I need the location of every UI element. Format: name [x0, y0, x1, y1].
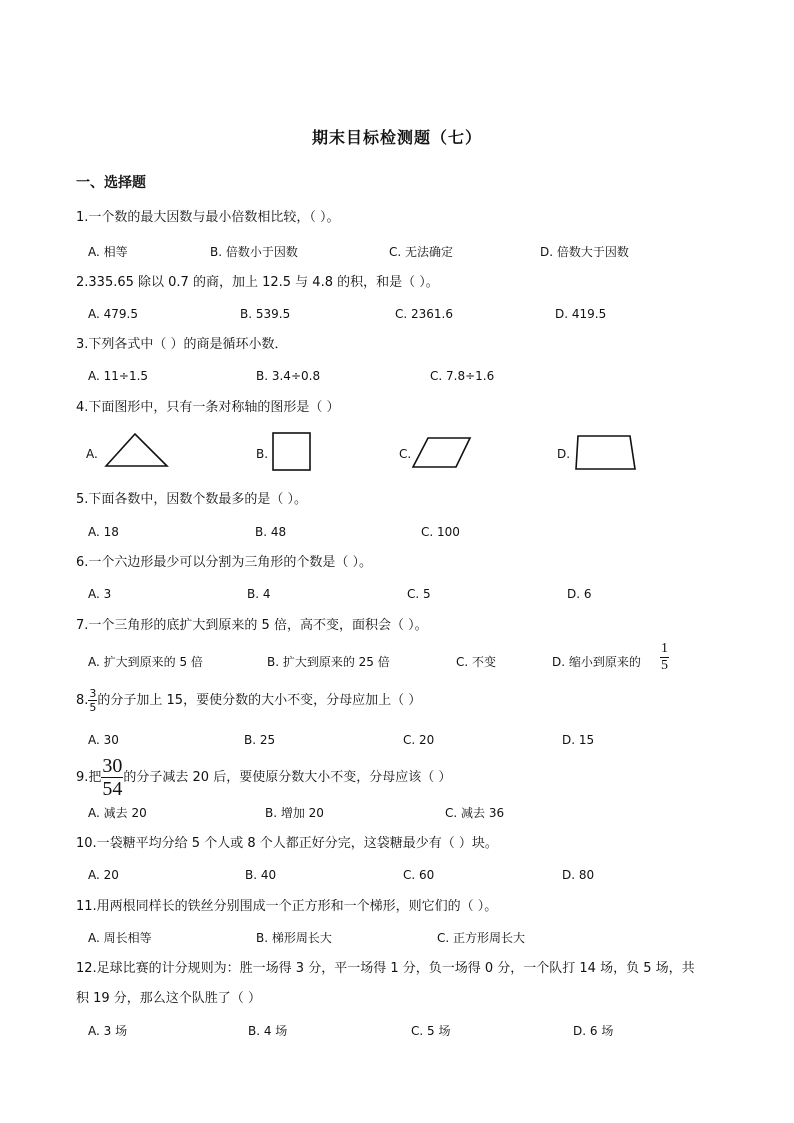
- square-icon: [272, 432, 312, 472]
- q8-option-c[interactable]: C. 20: [403, 733, 435, 747]
- fraction-denominator: 5: [89, 701, 97, 714]
- q4-option-b[interactable]: B.: [256, 447, 269, 461]
- page-title: 期末目标检测题（七）: [311, 128, 482, 147]
- fraction-numerator: 1: [661, 641, 668, 656]
- q7-option-d-fraction: [660, 642, 669, 673]
- trapezoid-icon: [575, 435, 637, 471]
- question-9: [76, 756, 451, 799]
- question-5: 5.下面各数中，因数个数最多的是（ ）。: [76, 492, 308, 507]
- question-6: 6.一个六边形最少可以分割为三角形的个数是（ ）。: [76, 555, 373, 570]
- q11-option-b[interactable]: B. 梯形周长大: [256, 931, 332, 945]
- q9-option-b[interactable]: B. 增加 20: [265, 806, 324, 820]
- question-4: 4.下面图形中，只有一条对称轴的图形是（ ）: [76, 400, 340, 415]
- q7-option-b[interactable]: B. 扩大到原来的 25 倍: [267, 655, 390, 669]
- fraction-denominator: 5: [661, 658, 668, 673]
- question-3: 3.下列各式中（ ）的商是循环小数．: [76, 337, 288, 352]
- q1-option-b[interactable]: B. 倍数小于因数: [210, 245, 298, 259]
- question-12-line-2: 积 19 分，那么这个队胜了（ ）: [76, 991, 261, 1006]
- q2-option-a[interactable]: A. 479.5: [88, 307, 138, 321]
- q10-option-b[interactable]: B. 40: [245, 868, 277, 882]
- q6-option-c[interactable]: C. 5: [407, 587, 431, 601]
- question-1: 1.一个数的最大因数与最小倍数相比较，（ ）。: [76, 210, 340, 225]
- q3-option-c[interactable]: C. 7.8÷1.6: [430, 369, 495, 383]
- q12-option-c[interactable]: C. 5 场: [411, 1024, 451, 1038]
- q2-option-c[interactable]: C. 2361.6: [395, 307, 453, 321]
- question-9-text: 的分子减去 20 后，要使原分数大小不变，分母应该（ ）: [123, 770, 452, 785]
- q1-option-c[interactable]: C. 无法确定: [389, 245, 454, 259]
- question-10: 10.一袋糖平均分给 5 个人或 8 个人都正好分完，这袋糖最少有（ ）块。: [76, 836, 498, 851]
- triangle-icon: [105, 432, 169, 468]
- fraction-numerator: 30: [102, 755, 123, 777]
- q9-option-a[interactable]: A. 减去 20: [88, 806, 147, 820]
- question-8-number: 8.: [76, 693, 89, 708]
- q1-option-d[interactable]: D. 倍数大于因数: [540, 245, 629, 259]
- q6-option-a[interactable]: A. 3: [88, 587, 112, 601]
- q3-option-a[interactable]: A. 11÷1.5: [88, 369, 149, 383]
- question-2: 2.335.65 除以 0.7 的商，加上 12.5 与 4.8 的积，和是（ ）。: [76, 275, 439, 290]
- q12-option-d[interactable]: D. 6 场: [573, 1024, 614, 1038]
- question-7: 7.一个三角形的底扩大到原来的 5 倍，高不变，面积会（ ）。: [76, 618, 428, 633]
- q11-option-c[interactable]: C. 正方形周长大: [437, 931, 526, 945]
- question-9-number: 9.把: [76, 770, 102, 785]
- q10-option-a[interactable]: A. 20: [88, 868, 119, 882]
- q6-option-b[interactable]: B. 4: [247, 587, 271, 601]
- q5-option-c[interactable]: C. 100: [421, 525, 460, 539]
- q4-option-d[interactable]: D.: [557, 447, 571, 461]
- q11-option-a[interactable]: A. 周长相等: [88, 931, 152, 945]
- question-11: 11.用两根同样长的铁丝分别围成一个正方形和一个梯形，则它们的（ ）。: [76, 899, 498, 914]
- q5-option-a[interactable]: A. 18: [88, 525, 119, 539]
- parallelogram-icon: [412, 437, 472, 469]
- q8-option-d[interactable]: D. 15: [562, 733, 595, 747]
- q9-option-c[interactable]: C. 减去 36: [445, 806, 505, 820]
- question-8: [76, 688, 421, 713]
- q12-option-b[interactable]: B. 4 场: [248, 1024, 288, 1038]
- q10-option-d[interactable]: D. 80: [562, 868, 595, 882]
- q4-option-c[interactable]: C.: [399, 447, 412, 461]
- q7-option-a[interactable]: A. 扩大到原来的 5 倍: [88, 655, 203, 669]
- question-9-fraction: [101, 756, 123, 799]
- q8-option-a[interactable]: A. 30: [88, 733, 119, 747]
- q12-option-a[interactable]: A. 3 场: [88, 1024, 128, 1038]
- q6-option-d[interactable]: D. 6: [567, 587, 592, 601]
- q5-option-b[interactable]: B. 48: [255, 525, 287, 539]
- q2-option-d[interactable]: D. 419.5: [555, 307, 607, 321]
- fraction-denominator: 54: [102, 778, 123, 800]
- q2-option-b[interactable]: B. 539.5: [240, 307, 291, 321]
- q3-option-b[interactable]: B. 3.4÷0.8: [256, 369, 321, 383]
- q8-option-b[interactable]: B. 25: [244, 733, 276, 747]
- q7-option-d[interactable]: D. 缩小到原来的: [552, 655, 641, 669]
- section-heading: 一、选择题: [76, 175, 146, 191]
- question-12: 12.足球比赛的计分规则为：胜一场得 3 分，平一场得 1 分，负一场得 0 分，一个队打 14 场，负 5 场，共: [76, 961, 695, 976]
- q4-option-a[interactable]: A.: [86, 447, 98, 461]
- q1-option-a[interactable]: A. 相等: [88, 245, 128, 259]
- fraction-numerator: 3: [89, 687, 97, 700]
- question-8-text: 的分子加上 15，要使分数的大小不变，分母应加上（ ）: [97, 693, 422, 708]
- q10-option-c[interactable]: C. 60: [403, 868, 435, 882]
- q7-option-c[interactable]: C. 不变: [456, 655, 497, 669]
